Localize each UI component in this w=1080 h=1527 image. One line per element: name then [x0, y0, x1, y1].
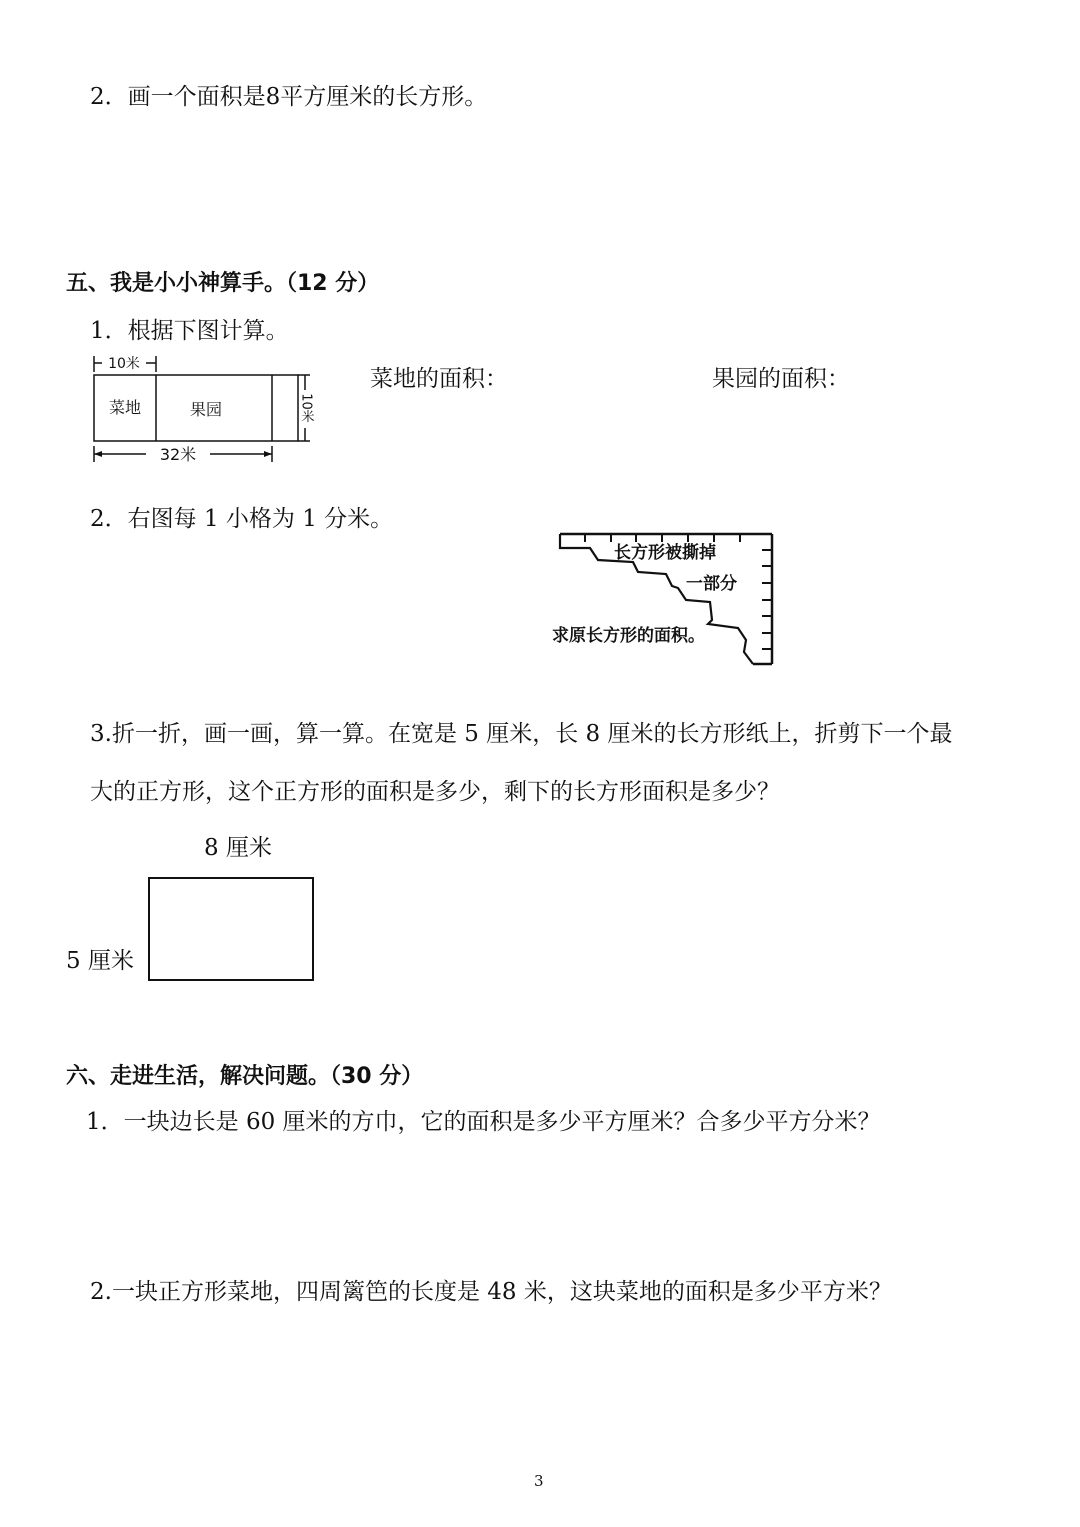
question-5-3-line1: 3.折一折，画一画，算一算。在宽是 5 厘米，长 8 厘米的长方形纸上，折剪下一个最	[90, 721, 953, 747]
page-number: 3	[534, 1472, 544, 1490]
plot-orchard-label: 果园	[189, 400, 223, 419]
question-6-1: 1．一块边长是 60 厘米的方巾，它的面积是多少平方厘米？合多少平方分米？	[86, 1109, 881, 1135]
section-5-title: 五、我是小小神算手。（12 分）	[66, 271, 380, 296]
plot-vegetable-label: 菜地	[108, 398, 142, 417]
question-5-2: 2．右图每 1 小格为 1 分米。	[90, 506, 394, 532]
dim-top-label: 10米	[108, 356, 140, 372]
vegetable-area-label: 菜地的面积：	[370, 366, 508, 392]
question-4-2: 2．画一个面积是8平方厘米的长方形。	[90, 84, 488, 110]
rect-width-label: 5 厘米	[66, 948, 134, 974]
section-6-title: 六、走进生活，解决问题。（30 分）	[66, 1064, 424, 1089]
paper-rectangle	[148, 877, 314, 981]
plot-diagram	[88, 350, 328, 470]
torn-text-line1: 长方形被撕掉	[614, 543, 716, 563]
question-5-3-line2: 大的正方形，这个正方形的面积是多少，剩下的长方形面积是多少？	[90, 779, 780, 805]
question-5-1: 1．根据下图计算。	[90, 318, 289, 344]
torn-text-line3: 求原长方形的面积。	[552, 626, 705, 646]
orchard-area-label: 果园的面积：	[712, 366, 850, 392]
dim-bottom-label: 32米	[159, 445, 197, 464]
rect-length-label: 8 厘米	[204, 835, 272, 861]
torn-text-line2: 一部分	[686, 574, 737, 594]
dim-right-label: 10米	[298, 393, 314, 423]
torn-rectangle-diagram	[548, 528, 788, 673]
question-6-2: 2.一块正方形菜地，四周篱笆的长度是 48 米，这块菜地的面积是多少平方米？	[90, 1279, 892, 1305]
